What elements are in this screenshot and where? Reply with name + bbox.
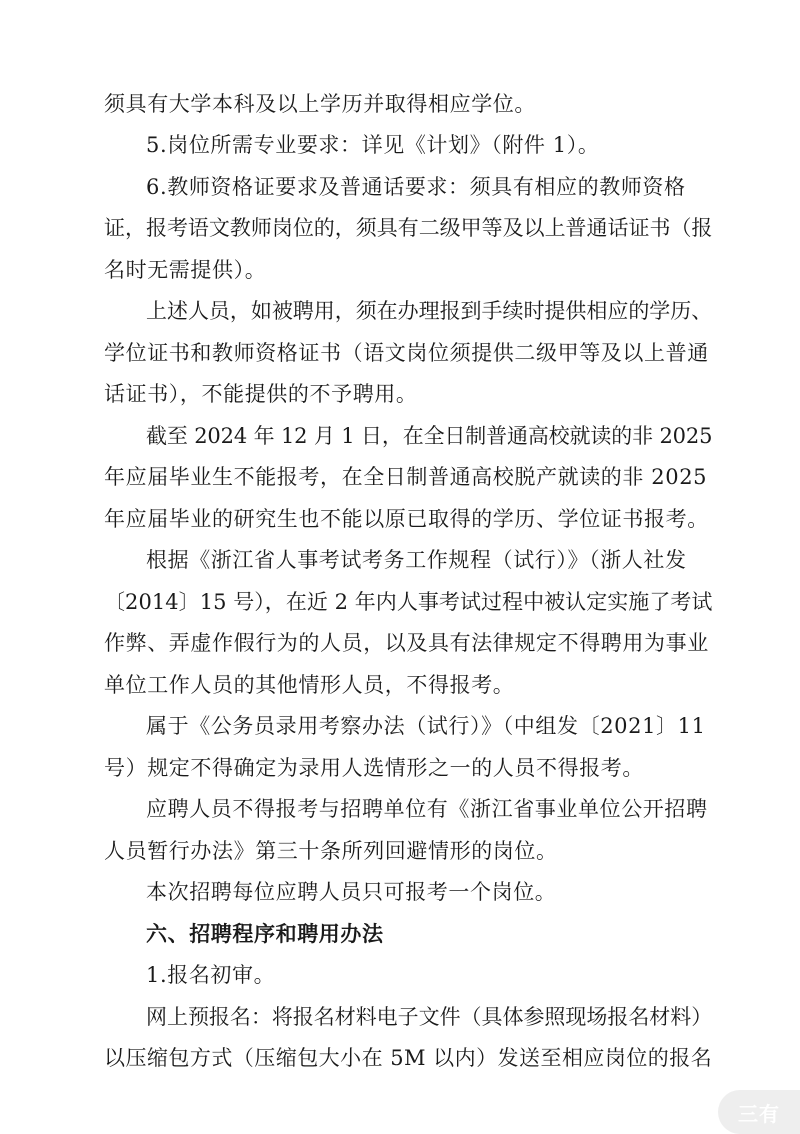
text-line: 年应届毕业生不能报考，在全日制普通高校脱产就读的非 2025 xyxy=(104,465,708,489)
text-line: 截至 2024 年 12 月 1 日，在全日制普通高校就读的非 2025 xyxy=(146,424,713,448)
watermark-text: 三有 xyxy=(738,1101,780,1126)
text-line: 号）规定不得确定为录用人选情形之一的人员不得报考。 xyxy=(104,756,644,780)
text-line: 应聘人员不得报考与招聘单位有《浙江省事业单位公开招聘 xyxy=(146,797,708,821)
text-line: 年应届毕业的研究生也不能以原已取得的学历、学位证书报考。 xyxy=(104,507,709,531)
watermark-badge xyxy=(718,1090,800,1134)
text-line: 属于《公务员录用考察办法（试行）》（中组发〔2021〕11 xyxy=(146,714,706,738)
text-line: 单位工作人员的其他情形人员，不得报考。 xyxy=(104,673,515,697)
text-line: 网上预报名：将报名材料电子文件（具体参照现场报名材料） xyxy=(146,1005,713,1029)
text-line: 根据《浙江省人事考试考务工作规程（试行）》（浙人社发 xyxy=(146,548,687,572)
text-line: 1.报名初审。 xyxy=(146,963,276,987)
text-line: 须具有大学本科及以上学历并取得相应学位。 xyxy=(104,92,536,116)
text-line: 学位证书和教师资格证书（语文岗位须提供二级甲等及以上普通 xyxy=(104,341,709,365)
text-line: 作弊、弄虚作假行为的人员，以及具有法律规定不得聘用为事业 xyxy=(104,631,709,655)
text-line: 人员暂行办法》第三十条所列回避情形的岗位。 xyxy=(104,839,558,863)
text-line: 证，报考语文教师岗位的，须具有二级甲等及以上普通话证书（报 xyxy=(104,216,713,240)
text-line: 话证书），不能提供的不予聘用。 xyxy=(104,382,418,406)
text-line: 6.教师资格证要求及普通话要求：须具有相应的教师资格 xyxy=(146,175,686,199)
text-line: 以压缩包方式（压缩包大小在 5M 以内）发送至相应岗位的报名 xyxy=(104,1046,713,1070)
text-line: 〔2014〕15 号），在近 2 年内人事考试过程中被认定实施了考试 xyxy=(104,590,713,614)
text-line: 5.岗位所需专业要求：详见《计划》（附件 1）。 xyxy=(146,133,600,157)
text-line: 上述人员，如被聘用，须在办理报到手续时提供相应的学历、 xyxy=(146,299,713,323)
text-line: 名时无需提供）。 xyxy=(104,258,267,282)
text-line: 本次招聘每位应聘人员只可报考一个岗位。 xyxy=(146,880,557,904)
section-heading: 六、招聘程序和聘用办法 xyxy=(146,922,384,946)
